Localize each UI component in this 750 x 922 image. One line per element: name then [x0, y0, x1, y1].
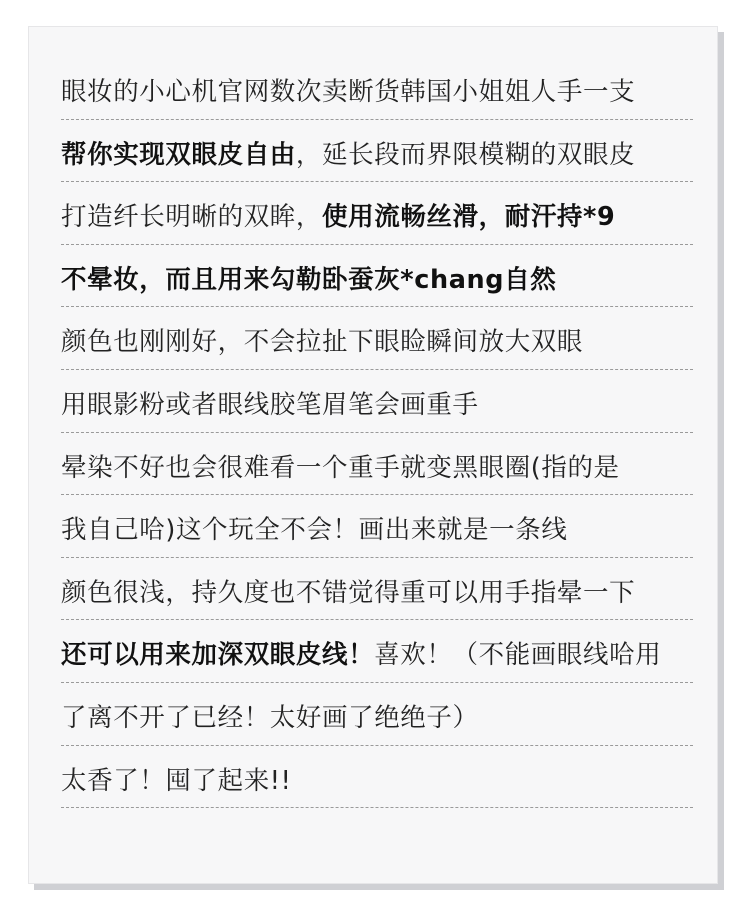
line-segment-bold: 使用流畅丝滑，耐汗持*9: [322, 202, 616, 233]
line-segment: 颜色也刚刚好，不会拉扯下眼睑瞬间放大双眼: [61, 327, 584, 358]
text-line: [61, 57, 693, 120]
review-card: [28, 26, 718, 884]
line-segment: 打造纤长明晰的双眸，: [61, 202, 323, 233]
line-segment: 了离不开了已经！太好画了绝绝子）: [61, 702, 479, 733]
text-line: [61, 746, 693, 809]
line-segment: 喜欢！（不能画眼线哈用: [374, 640, 662, 671]
text-line: [61, 620, 693, 683]
line-segment-bold: 不晕妆，而且用来勾勒卧蚕灰*chang自然: [61, 264, 557, 295]
text-line: [61, 370, 693, 433]
text-line: [61, 558, 693, 621]
text-line: [61, 120, 693, 183]
text-line: [61, 245, 693, 308]
text-line: [61, 307, 693, 370]
line-segment: 颜色很浅，持久度也不错觉得重可以用手指晕一下: [61, 577, 636, 608]
text-line: [61, 433, 693, 496]
review-text: [61, 57, 693, 808]
line-segment-bold: 还可以用来加深双眼皮线！: [61, 640, 375, 671]
line-segment-bold: 帮你实现双眼皮自由: [61, 139, 296, 170]
line-segment: 我自己哈)这个玩全不会！画出来就是一条线: [61, 515, 568, 546]
line-segment: 晕染不好也会很难看一个重手就变黑眼圈(指的是: [61, 452, 620, 483]
text-line: [61, 495, 693, 558]
line-segment: 太香了！囤了起来!!: [61, 765, 292, 796]
line-segment: 用眼影粉或者眼线胶笔眉笔会画重手: [61, 389, 479, 420]
line-segment: ，延长段而界限模糊的双眼皮: [295, 139, 636, 170]
text-line: [61, 182, 693, 245]
line-segment: 眼妆的小心机官网数次卖断货韩国小姐姐人手一支: [61, 77, 636, 107]
text-line: [61, 683, 693, 746]
